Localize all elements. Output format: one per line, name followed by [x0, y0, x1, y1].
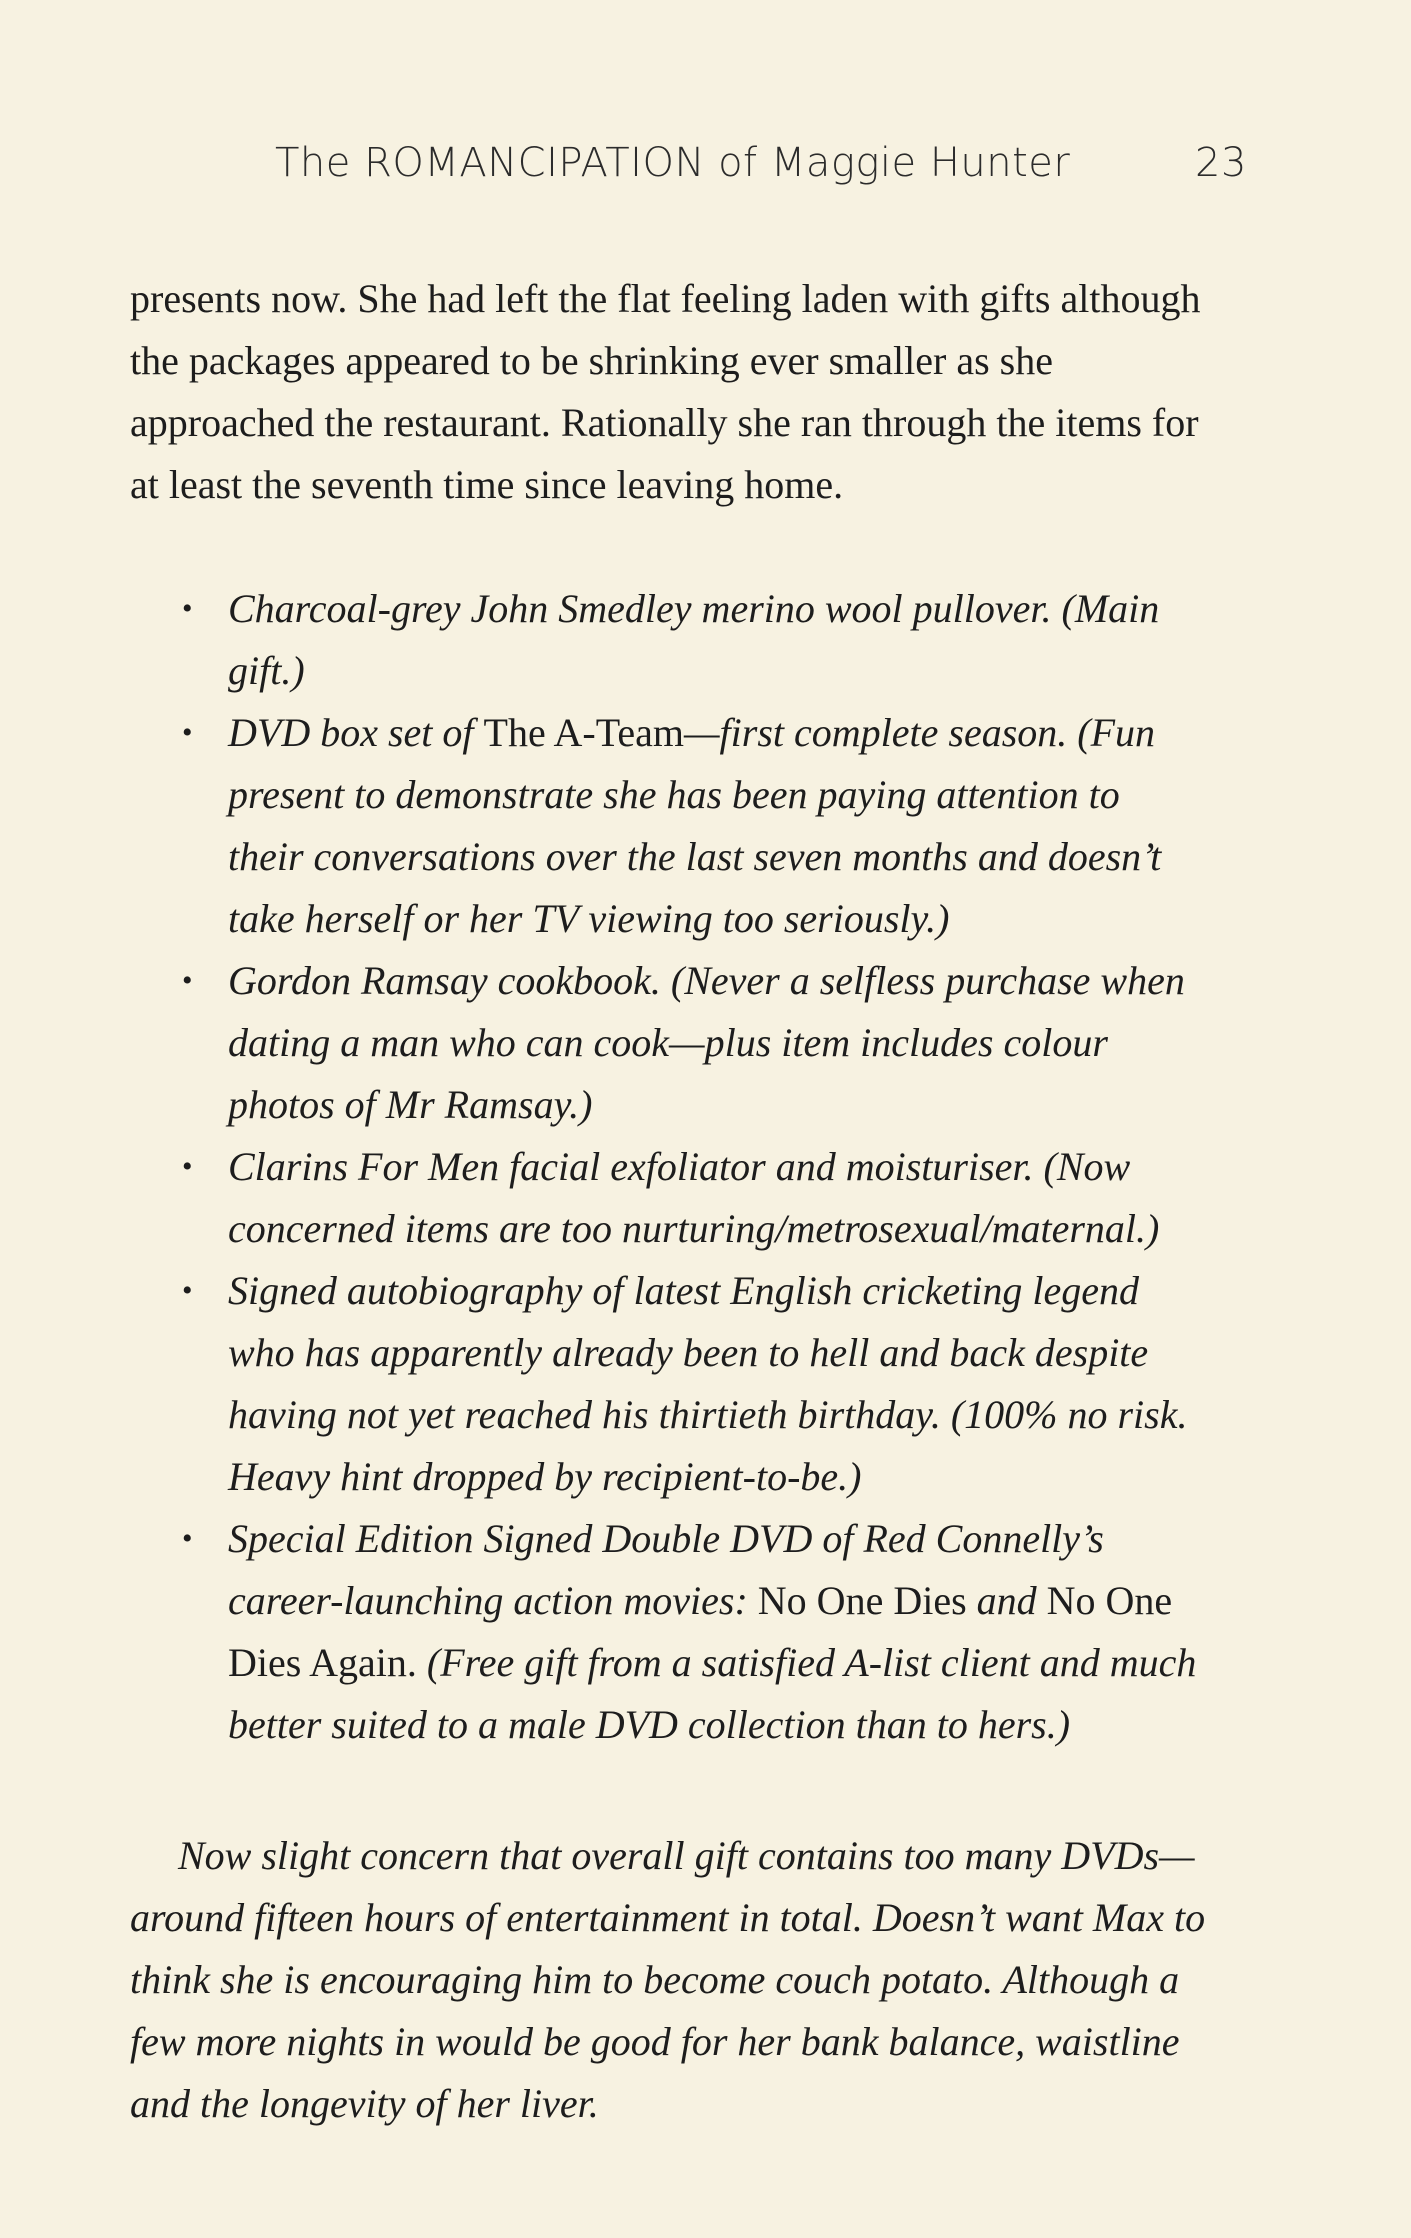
gift-item-text: Charcoal-grey John Smedley merino wool pullover. (Main gift.)	[228, 586, 1160, 693]
closing-paragraph: Now slight concern that overall gift contains too many DVDs—around fifteen hours of entertainment in total. Doesn’t want Max to think she is encouraging him to become couch potato. Although a few more nights in would be good for her bank balance, waistline and the longevity of her liver.	[130, 1833, 1206, 2126]
gift-item-text: (Free gift from a satisfied A-list client and much better suited to a male DVD collection than to hers.)	[228, 1640, 1197, 1747]
gift-item-text: DVD box set of	[228, 710, 484, 755]
gift-list	[160, 578, 1200, 1756]
running-head-title: The ROMANCIPATION of Maggie Hunter	[275, 140, 1071, 186]
gift-item-clarins	[160, 1136, 1200, 1260]
gift-item-text: —first complete season. (Fun present to demonstrate she has been paying attention to their conversations over the last seven months and doesn’t take herself or her TV viewing too seriously.)	[228, 710, 1162, 941]
gift-item-text: Gordon Ramsay cookbook. (Never a selfless purchase when dating a man who can cook—plus item includes colour photos of Mr Ramsay.)	[228, 958, 1185, 1127]
gift-item-text: Clarins For Men facial exfoliator and moisturiser. (Now concerned items are too nurturing/metrosexual/maternal.)	[228, 1144, 1160, 1251]
movie-title: No One Dies Again.	[228, 1578, 1173, 1685]
gift-item-cookbook	[160, 950, 1200, 1136]
bullet-icon: •	[182, 592, 193, 625]
bullet-icon: •	[182, 716, 193, 749]
gift-item-special-edition-dvd	[160, 1508, 1200, 1756]
gift-item-text: Signed autobiography of latest English cricketing legend who has apparently already been to hell and back despite having not yet reached his thirtieth birthday. (100% no risk. Heavy hint dropped by recipient-to-be.)	[228, 1268, 1188, 1499]
bullet-icon: •	[182, 1522, 193, 1555]
gift-item-autobiography	[160, 1260, 1200, 1508]
gift-item-a-team-dvd	[160, 702, 1200, 950]
movie-title: No One Dies	[757, 1578, 967, 1623]
gift-item-pullover	[160, 578, 1200, 702]
dvd-title: The A-Team	[483, 710, 684, 755]
bullet-icon: •	[182, 1274, 193, 1307]
opening-paragraph: presents now. She had left the flat feeling laden with gifts although the packages appeared to be shrinking ever smaller as she approached the restaurant. Rationally she ran through the items for at least the seventh time since leaving home.	[130, 276, 1201, 507]
gift-item-text: and	[966, 1578, 1047, 1623]
page-number: 23	[1195, 140, 1247, 186]
bullet-icon: •	[182, 964, 193, 997]
running-head	[275, 140, 1247, 200]
gift-item-text: Special Edition Signed Double DVD of Red Connelly’s career-launching action movies:	[228, 1516, 1104, 1623]
bullet-icon: •	[182, 1150, 193, 1183]
